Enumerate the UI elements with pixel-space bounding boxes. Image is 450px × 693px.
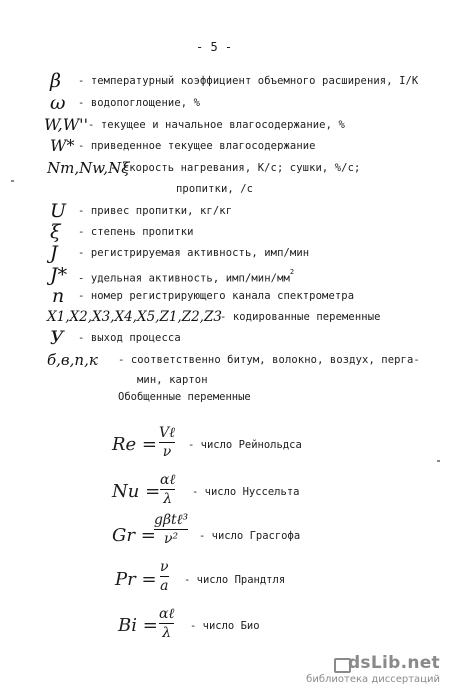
formula-numerator: ν <box>160 559 169 575</box>
definition-symbol: ξ <box>50 221 61 243</box>
formula <box>0 602 450 650</box>
fraction-bar <box>160 576 169 577</box>
formula-text: - число Прандтля <box>184 574 286 586</box>
definition-symbol: U <box>50 200 67 222</box>
formula-fraction <box>160 559 169 594</box>
formula-fraction <box>154 512 188 547</box>
definition-text: - привес пропитки, кг/кг <box>78 205 233 217</box>
definition-symbol: W* <box>50 136 75 155</box>
definition-text: - скорость нагревания, К/с; сушки, %/с; <box>110 162 361 174</box>
definition-text: - регистрируемая активность, имп/мин <box>78 247 310 259</box>
definition-row <box>0 92 450 114</box>
definition-row <box>0 285 450 307</box>
formula-denominator: ν <box>162 444 172 460</box>
definition-symbol: ω <box>50 92 66 114</box>
definition-text: - текущее и начальное влагосодержание, % <box>88 119 345 131</box>
fraction-bar <box>160 489 175 490</box>
formula-denominator: λ <box>163 491 173 507</box>
fraction-bar <box>154 529 188 530</box>
watermark-subtitle: библиотека диссертаций <box>306 674 440 685</box>
definition-row <box>0 242 450 264</box>
watermark-logo: dsLib.net <box>347 653 440 673</box>
definition-symbol: J* <box>50 264 68 286</box>
formula-lhs: Gr = <box>112 525 156 546</box>
formula <box>0 422 450 470</box>
definition-text: - температурный коэффициент объемного расширения, I/К <box>78 75 419 87</box>
definition-row <box>0 264 450 286</box>
formula-fraction <box>159 425 175 460</box>
definition-row <box>0 178 450 200</box>
section-title: Обобщенные переменные <box>118 391 251 403</box>
definition-row <box>0 369 450 391</box>
formula-text: - число Грасгофа <box>199 530 301 542</box>
formula-lhs: Nu = <box>112 481 161 502</box>
definition-symbol: J <box>50 242 58 264</box>
definition-row <box>0 327 450 349</box>
definition-text: - приведенное текущее влагосодержание <box>78 140 316 152</box>
definition-symbol: X1,X2,X3,X4,X5,Z1,Z2,Z3 <box>47 309 222 325</box>
formula <box>0 468 450 516</box>
fraction-bar <box>159 623 174 624</box>
formula-lhs: Re = <box>112 434 158 455</box>
definition-text: мин, картон <box>137 374 208 386</box>
definition-symbol: У <box>50 327 64 349</box>
definition-text: - выход процесса <box>78 332 181 344</box>
formula-text: - число Рейнольдса <box>188 439 302 451</box>
definition-symbol: Nт,Nw,Nξ <box>47 159 130 177</box>
definition-text: пропитки, /с <box>176 183 254 195</box>
definition-text: - степень пропитки <box>78 226 194 238</box>
formula-fraction <box>159 606 174 641</box>
definition-row <box>0 200 450 222</box>
definition-row <box>0 70 450 92</box>
formula-numerator: αℓ <box>159 606 175 622</box>
definition-row <box>0 114 450 136</box>
definition-symbol: n <box>52 285 65 307</box>
definition-row <box>0 157 450 179</box>
definition-symbol: б,в,п,к <box>47 351 98 369</box>
formula-denominator: λ <box>162 625 172 641</box>
definition-row <box>0 349 450 371</box>
formula-denominator: a <box>160 578 169 594</box>
definition-text: - кодированные переменные <box>220 311 381 323</box>
fraction-bar <box>159 442 175 443</box>
formula-fraction <box>160 472 175 507</box>
formula-text: - число Био <box>190 620 260 632</box>
formula-denominator: ν² <box>164 531 179 547</box>
formula-numerator: αℓ <box>160 472 176 488</box>
definition-row <box>0 306 450 328</box>
definition-symbol: β <box>50 70 61 92</box>
definition-row <box>0 135 450 157</box>
formula-lhs: Bi = <box>118 615 158 636</box>
definition-row <box>0 221 450 243</box>
definition-text: - водопоглощение, % <box>78 97 201 109</box>
definition-text: - соответственно битум, волокно, воздух, перга- <box>118 354 420 366</box>
definition-text: - удельная активность, имп/мин/мм <box>78 272 290 285</box>
formula <box>0 555 450 603</box>
watermark <box>306 653 440 685</box>
formula-text: - число Нуссельта <box>192 486 300 498</box>
definition-symbol: W,W'' <box>44 115 88 134</box>
formula <box>0 510 450 558</box>
definition-text: - номер регистрирующего канала спектрометра <box>78 290 355 302</box>
superscript: 2 <box>289 268 295 276</box>
formula-lhs: Pr = <box>115 569 157 590</box>
page-number: - 5 - <box>196 40 233 54</box>
formula-numerator: gβtℓ³ <box>154 512 189 528</box>
formula-numerator: Vℓ <box>159 425 175 441</box>
